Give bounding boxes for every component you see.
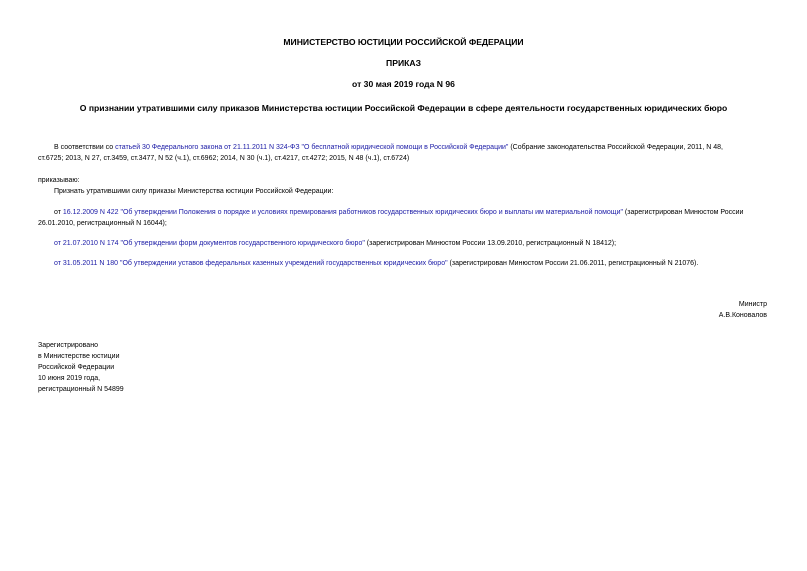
registration-line-2: в Министерстве юстиции: [38, 353, 120, 360]
law-article-link[interactable]: статьей 30 Федерального закона от 21.11.2011 N 324-ФЗ "О бесплатной юридической помощи в Российской Федерации": [115, 144, 509, 151]
order-174-link[interactable]: от 21.07.2010 N 174 "Об утверждении форм документов государственного юридического бюро": [54, 240, 365, 247]
registration-line-3: Российской Федерации: [38, 364, 115, 371]
order-word: приказываю:: [38, 177, 80, 184]
signature-name: А.В.Коновалов: [718, 312, 767, 319]
list-item: [54, 238, 616, 250]
order-422-link[interactable]: 16.12.2009 N 422 "Об утверждении Положения о порядке и условиях премирования работников государственных юридических бюро и выплаты им материальной помощи": [62, 209, 623, 216]
order-180-link[interactable]: от 31.05.2011 N 180 "Об утверждении уставов федеральных казенных учреждений государственных юридических бюро": [54, 260, 448, 267]
item-registration: (зарегистрирован Минюстом России: [622, 209, 744, 216]
signature-position: Министр: [738, 301, 767, 308]
ministry-heading: МИНИСТЕРСТВО ЮСТИЦИИ РОССИЙСКОЙ ФЕДЕРАЦИИ: [283, 37, 524, 47]
item-prefix: от: [54, 209, 63, 216]
registration-line-1: Зарегистрировано: [38, 342, 98, 349]
item-registration: (зарегистрирован Минюстом России 21.06.2011, регистрационный N 21076).: [447, 260, 699, 267]
registration-line-4: 10 июня 2019 года,: [38, 375, 101, 382]
item-registration: (зарегистрирован Минюстом России 13.09.2010, регистрационный N 18412);: [364, 240, 617, 247]
document-date-number: от 30 мая 2019 года N 96: [352, 79, 455, 89]
item-registration-line-2: 26.01.2010, регистрационный N 16044);: [38, 220, 167, 227]
document-type: ПРИКАЗ: [386, 58, 421, 68]
preamble-text-after: (Собрание законодательства Российской Федерации, 2011, N 48,: [508, 144, 723, 151]
decision-text: Признать утратившими силу приказы Министерства юстиции Российской Федерации:: [54, 188, 334, 195]
preamble-line-2: ст.6725; 2013, N 27, ст.3459, ст.3477, N 52 (ч.1), ст.6962; 2014, N 30 (ч.1), ст.4217, ст.4272; 2015, N 48 (ч.1), ст.6724): [38, 155, 410, 162]
registration-line-5: регистрационный N 54899: [38, 386, 124, 393]
preamble-text-before: В соответствии со: [54, 144, 116, 151]
list-item: [54, 258, 698, 270]
document-title: О признании утратившими силу приказов Министерства юстиции Российской Федерации в сфере деятельности государственных юридических бюро: [79, 103, 728, 113]
